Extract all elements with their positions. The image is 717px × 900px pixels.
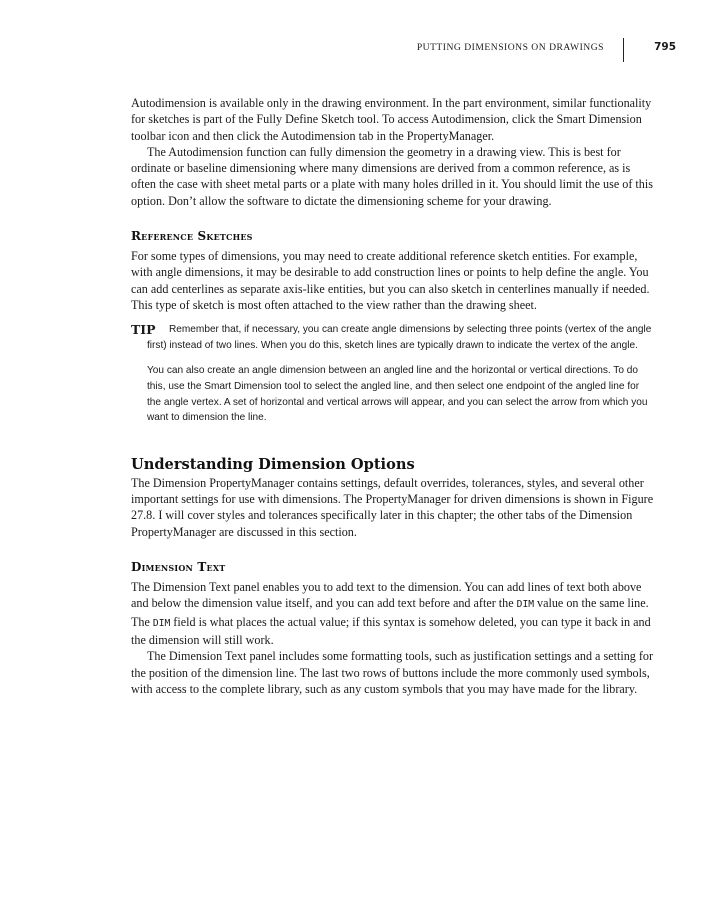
tip-label: TIP — [131, 322, 156, 338]
running-title: PUTTING DIMENSIONS ON DRAWINGS — [416, 42, 604, 53]
dimension-text-paragraph-2: The Dimension Text panel includes some formatting tools, such as justification settings and a setting for the position of the dimension line. The last two rows of buttons include the more commonly used symbols, with access to the complete library, such as any custom symbols that you may have made for the library. — [131, 649, 654, 696]
page-number: 795 — [654, 41, 676, 53]
reference-sketches-paragraph: For some types of dimensions, you may need to create additional reference sketch entities. For example, with angle dimensions, it may be desirable to add construction lines or points to help define the angle. You can add centerlines as separate axis-like entities, but you can also sketch in centerlines manually if needed. This type of sketch is most often attached to the view rather than the drawing sheet. — [131, 249, 650, 312]
intro-paragraph-2: The Autodimension function can fully dimension the geometry in a drawing view. This is best for ordinate or baseline dimensioning where many dimensions are derived from a common reference, as is often the case with sheet metal parts or a plate with many holes drilled in it. You should limit the use of this option. Don’t allow the software to dictate the dimensioning scheme for your drawing. — [131, 144, 653, 208]
tip-paragraph-2: You can also create an angle dimension between an angled line and the horizontal or vertical directions. To do this, use the Smart Dimension tool to select the angled line, and then select one endpoint of the angled line for the angle vertex. A set of horizontal and vertical arrows will appear, and you can select the arrow from which you want to dimension the line. — [147, 365, 648, 424]
dimension-text-run-2: value on the same line. The — [131, 596, 649, 629]
dim-code-token: DIM — [152, 617, 171, 629]
header-divider — [623, 38, 624, 62]
dimension-text-run-3: field is what places the actual value; if this syntax is somehow deleted, you can type it back in and the dimension will still work. — [131, 614, 651, 647]
page-content — [131, 95, 654, 697]
dimension-text-paragraph-1 — [131, 579, 654, 648]
tip-paragraph-1: Remember that, if necessary, you can create angle dimensions by selecting three points (vertex of the angle first) instead of two lines. When you do this, sketch lines are typically drawn to indicate the vertex of the angle. — [147, 324, 652, 351]
dimension-text-heading: Dimension Text — [131, 560, 226, 575]
dimension-options-paragraph: The Dimension PropertyManager contains settings, default overrides, tolerances, styles, and several other important settings for use with dimensions. The PropertyManager for driven dimensions is shown in Figure 27.8. I will cover styles and tolerances specifically later in this chapter; the other tabs of the Dimension PropertyManager are discussed in this section. — [131, 475, 654, 539]
reference-sketches-heading: Reference Sketches — [131, 229, 253, 244]
dimension-options-heading: Understanding Dimension Options — [131, 455, 415, 473]
running-head — [130, 38, 676, 62]
intro-paragraph-1: Autodimension is available only in the drawing environment. In the part environment, similar functionality for sketches is part of the Fully Define Sketch tool. To access Autodimension, click the Smart Dimension toolbar icon and then click the Autodimension tab in the PropertyManager. — [131, 96, 652, 143]
tip-box — [131, 322, 654, 426]
dim-code-token: DIM — [516, 599, 534, 611]
dimension-text-run-1: The Dimension Text panel enables you to add text to the dimension. You can add lines of text both above and below the dimension value itself, and you can add text before and after the — [131, 580, 642, 611]
